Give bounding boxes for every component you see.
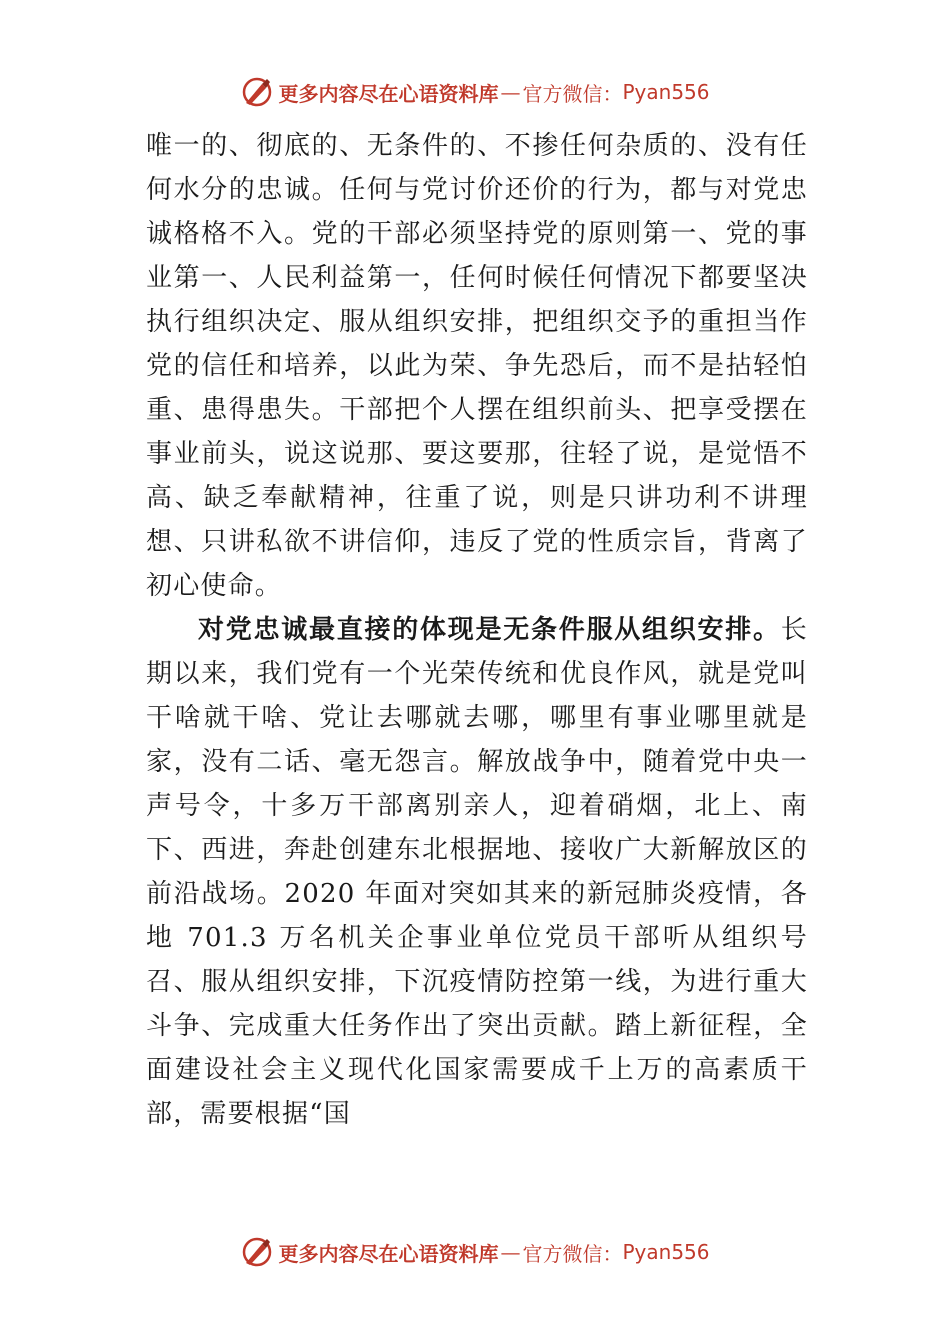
header-contact-id: Pyan556 [622, 80, 710, 104]
paragraph-2-lead-sentence: 对党忠诚最直接的体现是无条件服从组织安排。 [198, 615, 781, 645]
page-footer-watermark [0, 1232, 950, 1272]
footer-separator: — [500, 1240, 521, 1264]
footer-contact-label: 官方微信： [522, 1241, 623, 1266]
header-contact-label: 官方微信： [522, 81, 623, 106]
paragraph-2 [146, 608, 808, 1136]
header-brand-text: 更多内容尽在心语资料库 [278, 81, 499, 106]
paragraph-2-body: 长期以来，我们党有一个光荣传统和优良作风，就是党叫干啥就干啥、党让去哪就去哪，哪里有事业哪里就是家，没有二话、毫无怨言。解放战争中，随着党中央一声号令，十多万干部离别亲人，迎着硝烟，北上、南下、西进，奔赴创建东北根据地、接收广大新解放区的前沿战场。2020 年面对突如其来的新冠肺炎疫情，各地 701.3 万名机关企事业单位党员干部听从组织号召、服从组织安排，下沉疫情防控第一线，为进行重大斗争、完成重大任务作出了突出贡献。踏上新征程，全面建设社会主义现代化国家需要成千上万的高素质干部，需要根据“国 [146, 615, 808, 1129]
header-separator: — [500, 80, 521, 104]
pen-nib-logo-icon [240, 75, 274, 109]
page-header-watermark [0, 72, 950, 112]
document-body [146, 124, 808, 1136]
footer-contact-id: Pyan556 [622, 1240, 710, 1264]
paragraph-1: 唯一的、彻底的、无条件的、不掺任何杂质的、没有任何水分的忠诚。任何与党讨价还价的行为，都与对党忠诚格格不入。党的干部必须坚持党的原则第一、党的事业第一、人民利益第一，任何时候任何情况下都要坚决执行组织决定、服从组织安排，把组织交予的重担当作党的信任和培养，以此为荣、争先恐后，而不是拈轻怕重、患得患失。干部把个人摆在组织前头、把享受摆在事业前头，说这说那、要这要那，往轻了说，是觉悟不高、缺乏奉献精神，往重了说，则是只讲功利不讲理想、只讲私欲不讲信仰，违反了党的性质宗旨，背离了初心使命。 [146, 131, 808, 601]
pen-nib-logo-icon [240, 1235, 274, 1269]
footer-brand-text: 更多内容尽在心语资料库 [278, 1241, 499, 1266]
